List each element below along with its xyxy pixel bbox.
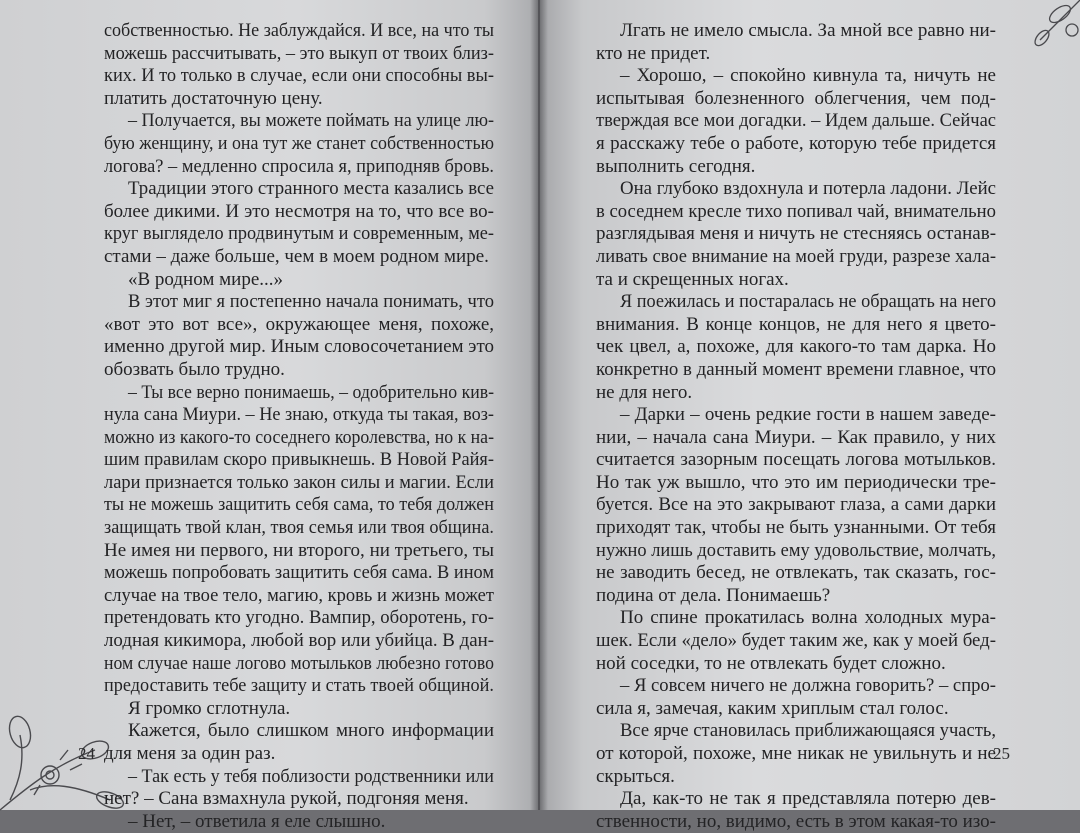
text-line: от которой, похоже, мне никак не увильнуть и не — [596, 743, 996, 764]
text-line: защищать твой клан, твоя семья или твоя община. — [104, 517, 494, 539]
text-line: «вот это вот все», окружающее меня, похоже, — [104, 313, 495, 335]
text-line: я расскажу тебе о работе, которую тебе придется — [596, 132, 997, 154]
text-line: В этот миг я постепенно начала понимать, что — [128, 291, 495, 313]
text-line: не для него. — [596, 381, 693, 403]
text-line: не заводить бесед, не отвлекать, так сказать, гос- — [596, 562, 996, 584]
text-line: случае на твое тело, магию, кровь и жизнь может — [104, 584, 494, 606]
text-line: нула сана Миури. – Не знаю, откуда ты такая, воз- — [104, 404, 495, 426]
text-line: та и скрещенных ногах. — [596, 268, 789, 290]
text-line: ливать свое внимание на моей груди, разрезе хала- — [596, 245, 997, 267]
text-line: Кажется, было слишком много информации — [128, 720, 494, 742]
text-line: чек цвел, а, похоже, для какого-то там дарка. Но — [596, 336, 997, 358]
text-line: нужно лишь доставить ему удовольствие, молчать, — [596, 539, 996, 561]
text-line: шим правилам скоро привыкнешь. В Новой Райя- — [104, 449, 494, 471]
right-page-text — [596, 20, 996, 833]
text-line: ты не можешь защитить себя сама, то тебя должен — [104, 494, 495, 516]
left-page-text — [104, 20, 494, 833]
text-line: – Нет, – ответила я еле слышно. — [128, 810, 386, 832]
text-line: стами – даже больше, чем в моем родном мире. — [104, 245, 489, 267]
text-line: Традиции этого странного места казались все — [128, 178, 495, 200]
text-line: – Ты все верно понимаешь, – одобрительно кив- — [128, 381, 494, 403]
text-line: Но так уж вышло, что это им периодически тре- — [596, 471, 997, 493]
text-line: – Дарки – очень редкие гости в нашем заведе- — [620, 404, 997, 426]
text-line: – Получается, вы можете поймать на улице лю- — [128, 110, 495, 132]
text-line: Лгать не имело смысла. За мной все равно ни- — [620, 20, 996, 41]
text-line: – Хорошо, – спокойно кивнула та, ничуть не — [620, 65, 996, 87]
text-line: выполнить сегодня. — [596, 155, 756, 177]
text-line: приходят так, чтобы не быть узнанными. От тебя — [596, 517, 996, 539]
text-line: сила я, замечая, каким хриплым стал голос. — [596, 697, 949, 719]
text-line: скрыться. — [596, 765, 675, 787]
text-line: обозвать было трудно. — [104, 358, 285, 380]
text-line: можешь попробовать защитить себя сама. В ином — [104, 562, 494, 584]
text-line: – Так есть у тебя поблизости родственники или — [128, 765, 494, 787]
text-line: конкретно в данный момент времени главное, что — [596, 358, 997, 380]
text-line: для меня за один раз. — [104, 743, 276, 764]
text-line: нии, – начала сана Миури. – Как правило, у них — [596, 426, 996, 448]
text-line: собственностью. Не заблуждайся. И все, на что ты — [104, 20, 494, 41]
text-line: Все ярче становилась приближающаяся участь, — [620, 720, 996, 742]
right-page — [540, 0, 1080, 832]
text-line: Да, как-то не так я представляла потерю дев- — [620, 788, 996, 810]
floral-ornament-top-right — [1020, 0, 1080, 60]
text-line: буется. Все на это закрывают глаза, а сами дарки — [596, 494, 996, 516]
text-line: ственности, но, видимо, есть в этом какая-то изо- — [596, 810, 997, 832]
text-line: ной соседки, то не отвлекать будет сложно. — [596, 652, 946, 674]
text-line: внимания. В конце концов, не для него я цвето- — [596, 313, 996, 335]
text-line: можешь рассчитывать, – это выкуп от твоих близ- — [104, 42, 495, 64]
text-line: нет? – Сана взмахнула рукой, подгоняя меня. — [104, 788, 469, 810]
text-line: подина от дела. Понимаешь? — [596, 584, 831, 606]
text-line: в соседнем кресле тихо попивал чай, внимательно — [596, 200, 996, 222]
text-line: платить достаточную цену. — [104, 87, 323, 109]
text-line: претендовать кто угодно. Вампир, оборотень, го- — [104, 607, 495, 629]
text-line: считается зазорным посещать логова мотыльков. — [596, 449, 997, 471]
text-line: лодная кикимора, любой вор или убийца. В дан- — [104, 630, 495, 652]
text-line: ном случае наше логово мотыльков любезно готово — [104, 652, 494, 674]
book-gutter — [530, 0, 548, 810]
text-line: лари признается только закон силы и магии. Если — [104, 471, 494, 493]
text-line: можно из какого-то соседнего королевства, но к на- — [104, 426, 495, 448]
text-line: предоставить тебе защиту и стать твоей общиной. — [104, 675, 494, 697]
text-line: логова? – медленно спросила я, приподняв бровь. — [104, 155, 495, 177]
text-line: ких. И то только в случае, если они способны вы- — [104, 65, 495, 87]
text-line: кто не придет. — [596, 42, 711, 64]
text-line: По спине прокатилась волна холодных мура- — [620, 607, 996, 629]
text-line: тверждая все мои догадки. – Идем дальше. Сейчас — [596, 110, 996, 132]
text-line: именно другой мир. Иным словосочетанием это — [104, 336, 495, 358]
text-line: Не имея ни первого, ни второго, ни третьего, ты — [104, 539, 494, 561]
text-line: бую женщину, и она тут же станет собственностью — [104, 132, 494, 154]
text-line: разглядывая меня и ничуть не стесняясь останав- — [596, 223, 997, 245]
text-line: – Я совсем ничего не должна говорить? – спро- — [620, 675, 996, 697]
left-page — [0, 0, 538, 832]
text-line: шек. Если «дело» будет таким же, как у моей бед- — [596, 630, 997, 652]
text-line: более дикими. И это несмотря на то, что все во- — [104, 200, 494, 222]
text-line: Я поежилась и постаралась не обращать на него — [620, 291, 997, 313]
text-line: круг выглядело продвинутым и современным, ме- — [104, 223, 495, 245]
text-line: Она глубоко вздохнула и потерла ладони. Лейс — [620, 178, 997, 200]
text-line: «В родном мире...» — [128, 268, 283, 290]
text-line: Я громко сглотнула. — [128, 697, 291, 719]
page-number-left: 24 — [78, 744, 95, 763]
text-line: испытывая болезненного облегчения, чем под- — [596, 87, 996, 109]
page-number-right: 25 — [993, 744, 1010, 763]
